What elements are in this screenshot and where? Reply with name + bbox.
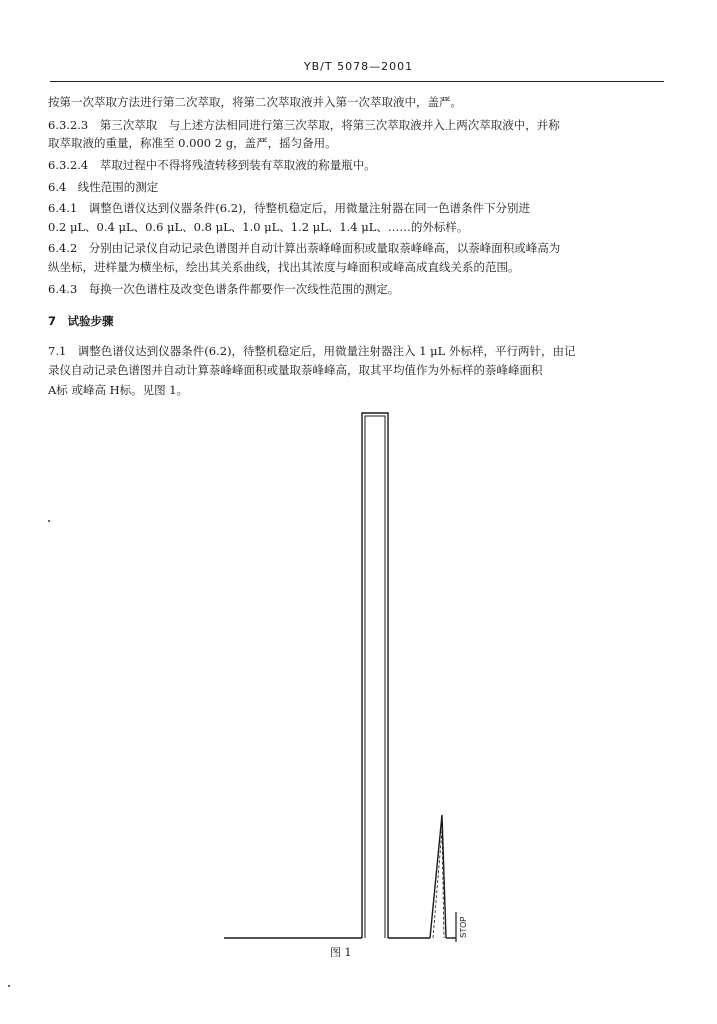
body-line: 6.4.1 调整色谱仪达到仪器条件(6.2)，待整机稳定后，用微量注射器在同一色谱条件下分别进 xyxy=(48,201,531,215)
scan-speck xyxy=(48,520,50,522)
body-line: 取萃取液的重量，称准至 0.000 2 g，盖严，摇匀备用。 xyxy=(48,136,337,150)
section-title: 7 试验步骤 xyxy=(48,314,114,328)
body-line: 6.4.3 每换一次色谱柱及改变色谱条件都要作一次线性范围的测定。 xyxy=(48,282,400,296)
body-line: 0.2 μL、0.4 μL、0.6 μL、0.8 μL、1.0 μL、1.2 μL、1.4 μL、……的外标样。 xyxy=(48,220,469,234)
figure-caption: 图 1 xyxy=(330,946,352,959)
body-line: 按第一次萃取方法进行第二次萃取，将第二次萃取液并入第一次萃取液中，盖严。 xyxy=(48,95,462,109)
body-line: 纵坐标，进样量为横坐标，绘出其关系曲线，找出其浓度与峰面积或峰高成直线关系的范围。 xyxy=(48,260,520,274)
main-peak-inner xyxy=(365,416,385,938)
page-header: YB/T 5078—2001 xyxy=(303,60,414,73)
body-line: A标 或峰高 H标。见图 1。 xyxy=(48,383,189,397)
stop-label: STOP xyxy=(459,916,468,938)
body-line: 6.3.2.3 第三次萃取 与上述方法相同进行第三次萃取，将第三次萃取液并入上两次萃取液中，并称 xyxy=(48,118,560,132)
body-line: 录仪自动记录色谱图并自动计算萘峰峰面积或量取萘峰峰高，取其平均值作为外标样的萘峰峰面积 xyxy=(48,363,543,377)
body-line: 6.4 线性范围的测定 xyxy=(48,180,159,194)
body-line: 6.3.2.4 萃取过程中不得将残渣转移到装有萃取液的称量瓶中。 xyxy=(48,158,376,172)
body-line: 7.1 调整色谱仪达到仪器条件(6.2)，待整机稳定后，用微量注射器注入 1 μL 外标样，平行两针，由记 xyxy=(48,344,576,358)
body-line: 6.4.2 分别由记录仪自动记录色谱图并自动计算出萘峰峰面积或量取萘峰峰高，以萘峰面积或峰高为 xyxy=(48,241,561,255)
scan-speck xyxy=(8,985,10,987)
main-peak xyxy=(362,413,388,938)
